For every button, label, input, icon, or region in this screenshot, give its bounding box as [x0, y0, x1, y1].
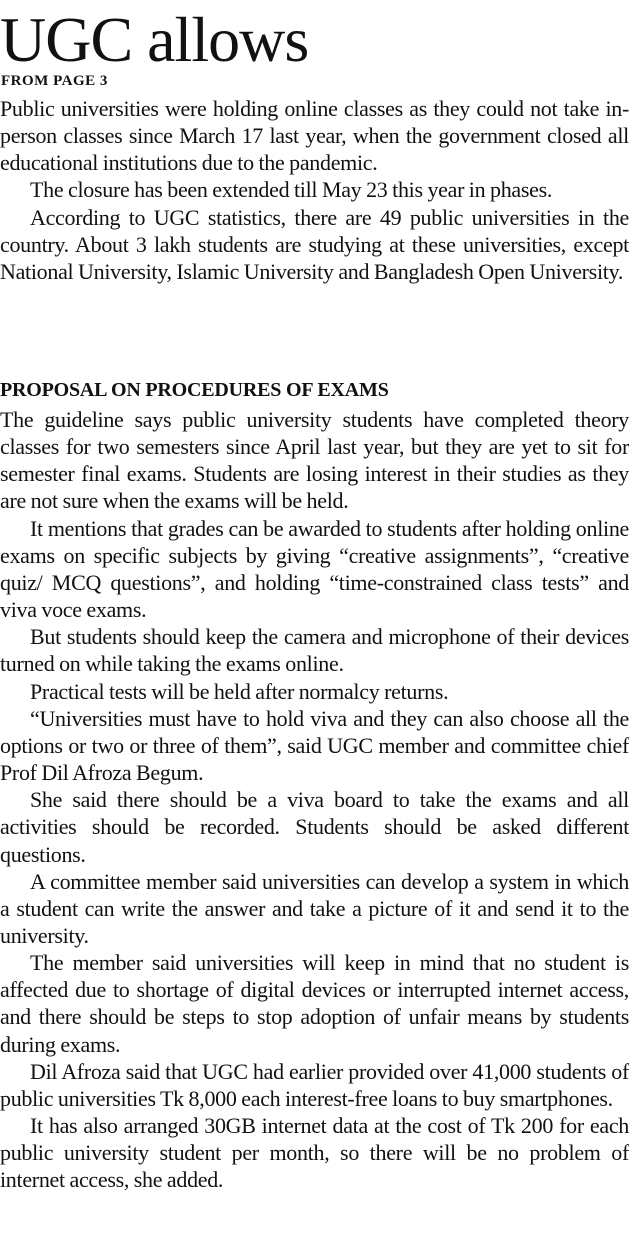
- section-subhead: PROPOSAL ON PROCEDURES OF EXAMS: [0, 379, 389, 401]
- body-paragraph: According to UGC statistics, there are 49 public universities in the country. About 3 lakh students are studying at these universities, except National University, Islamic University and Bangladesh Open University.: [0, 204, 629, 284]
- body-paragraph: Public universities were holding online classes as they could not take in-person classes since March 17 last year, when the government closed all educational institutions due to the pandemic.: [0, 96, 629, 176]
- body-paragraph: The member said universities will keep in mind that no student is affected due to shortage of digital devices or interrupted internet access, and there should be steps to stop adoption of unfair means by students during exams.: [0, 950, 629, 1057]
- body-paragraph: She said there should be a viva board to take the exams and all activities should be recorded. Students should be asked different questions.: [0, 787, 629, 867]
- body-paragraph: It has also arranged 30GB internet data at the cost of Tk 200 for each public university student per month, so there will be no problem of internet access, she added.: [0, 1113, 629, 1193]
- exam-proposal-section: [0, 406, 629, 1194]
- body-paragraph: “Universities must have to hold viva and they can also choose all the options or two or three of them”, said UGC member and committee chief Prof Dil Afroza Begum.: [0, 705, 629, 786]
- jump-line: FROM PAGE 3: [1, 73, 108, 89]
- body-paragraph: It mentions that grades can be awarded to students after holding online exams on specific subjects by giving “creative assignments”, “creative quiz/ MCQ questions”, and holding “time-constrained class tests” and viva voce exams.: [0, 515, 629, 623]
- headline: UGC allows: [0, 4, 309, 75]
- body-paragraph: Practical tests will be held after normalcy returns.: [30, 678, 449, 704]
- body-paragraph: The guideline says public university students have completed theory classes for two semesters since April last year, but they are yet to sit for semester final exams. Students are losing interest in their studies as they are not sure when the exams will be held.: [0, 407, 629, 514]
- intro-section: [0, 95, 629, 285]
- body-paragraph: The closure has been extended till May 23 this year in phases.: [30, 177, 553, 203]
- body-paragraph: Dil Afroza said that UGC had earlier provided over 41,000 students of public universities Tk 8,000 each interest-free loans to buy smartphones.: [0, 1058, 629, 1111]
- body-paragraph: But students should keep the camera and microphone of their devices turned on while taking the exams online.: [0, 624, 629, 677]
- body-paragraph: A committee member said universities can develop a system in which a student can write the answer and take a picture of it and send it to the university.: [0, 868, 629, 948]
